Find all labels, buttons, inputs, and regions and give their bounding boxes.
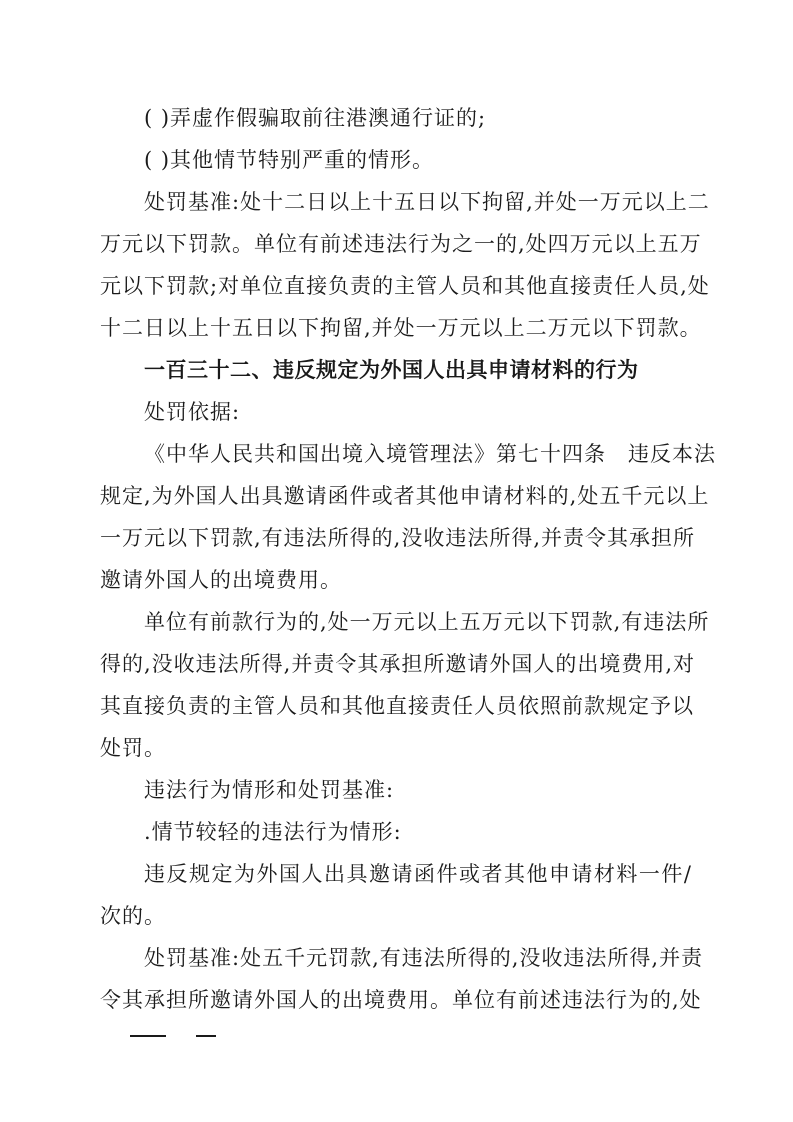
paragraph-line: 一万元以下罚款,有违法所得的,没收违法所得,并责令其承担所 [100, 526, 696, 550]
paragraph-line: 令其承担所邀请外国人的出境费用。单位有前述违法行为的,处 [100, 988, 702, 1012]
paragraph-line: 万元以下罚款。单位有前述违法行为之一的,处四万元以上五万 [100, 232, 702, 256]
paragraph-line: 规定,为外国人出具邀请函件或者其他申请材料的,处五千元以上 [100, 484, 710, 508]
paragraph-line: 处罚。 [100, 736, 166, 760]
paragraph-line: 处罚基准:处五千元罚款,有违法所得的,没收违法所得,并责 [144, 946, 704, 970]
section-heading: 一百三十二、违反规定为外国人出具申请材料的行为 [144, 358, 639, 382]
paragraph-line: 元以下罚款;对单位直接负责的主管人员和其他直接责任人员,处 [100, 274, 710, 298]
page-number-dash-right [196, 1035, 216, 1037]
page-number-dash-left [130, 1035, 166, 1037]
paragraph-line: 十二日以上十五日以下拘留,并处一万元以上二万元以下罚款。 [100, 316, 702, 340]
paragraph-line: 处罚基准:处十二日以上十五日以下拘留,并处一万元以上二 [144, 190, 710, 214]
paragraph-line: ( )其他情节特别严重的情形。 [144, 148, 435, 172]
paragraph-line: 次的。 [100, 904, 166, 928]
paragraph-line: 违反规定为外国人出具邀请函件或者其他申请材料一件/ [144, 862, 692, 886]
paragraph-line: 单位有前款行为的,处一万元以上五万元以下罚款,有违法所 [144, 610, 710, 634]
paragraph-line: .情节较轻的违法行为情形: [144, 820, 402, 844]
paragraph-line: 违法行为情形和处罚基准: [144, 778, 395, 802]
paragraph-line: 《中华人民共和国出境入境管理法》第七十四条 违反本法 [144, 442, 716, 466]
paragraph-line: 其直接负责的主管人员和其他直接责任人员依照前款规定予以 [100, 694, 694, 718]
paragraph-line: ( )弄虚作假骗取前往港澳通行证的; [144, 106, 487, 130]
paragraph-line: 邀请外国人的出境费用。 [100, 568, 342, 592]
paragraph-line: 处罚依据: [144, 400, 241, 424]
paragraph-line: 得的,没收违法所得,并责令其承担所邀请外国人的出境费用,对 [100, 652, 696, 676]
